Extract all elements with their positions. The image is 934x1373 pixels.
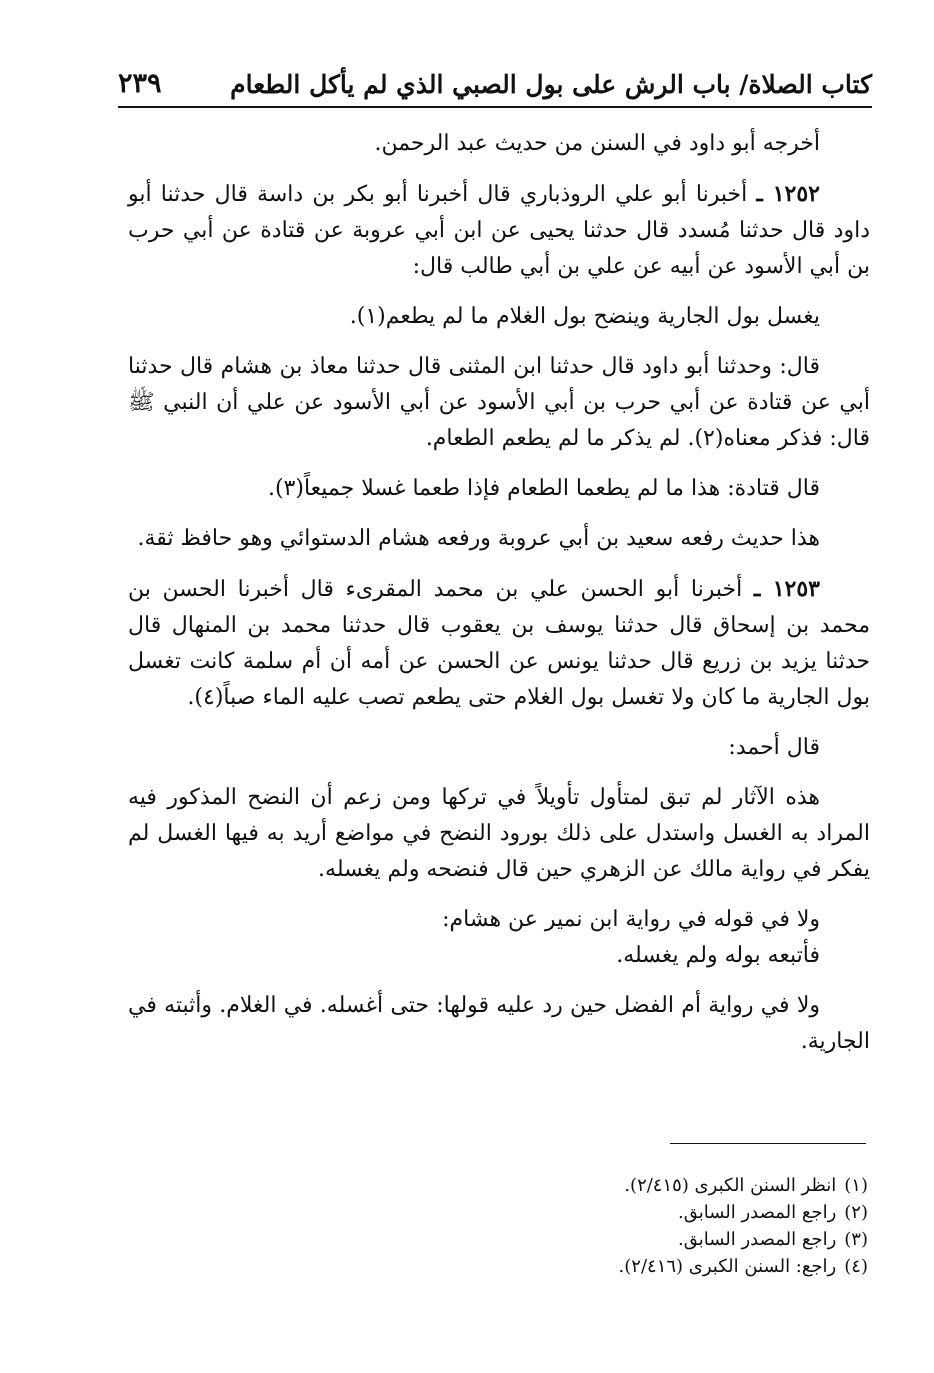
footnote-text: انظر السنن الكبرى (٢/٤١٥). <box>624 1175 837 1196</box>
paragraph-text: أخبرنا أبو الحسن علي بن محمد المقرىء قال أخبرنا الحسن بن محمد بن إسحاق قال حدثنا يوسف بن يعقوب قال حدثنا محمد بن المنهال قال حدثنا يزيد بن زريع قال حدثنا يونس عن الحسن عن أمه أن أم سلمة كانت تغسل بول الجارية ما كان ولا تغسل بول الغلام حتى يطعم تصب عليه الماء صباً(٤). <box>128 577 870 710</box>
page-number: ٢٣٩ <box>118 68 162 99</box>
paragraph-text: هذه الآثار لم تبق لمتأول تأويلاً في تركها ومن زعم أن النضح المذكور فيه المراد به الغسل واستدل على ذلك بورود النضح في مواضع أريد به فيها الغسل لم يفكر في رواية مالك عن الزهري حين قال فنضحه ولم يغسله. <box>128 785 870 882</box>
hadith-number: ١٢٥٣ ـ <box>753 576 820 602</box>
footnote-text: راجع المصدر السابق. <box>678 1202 837 1223</box>
paragraph-text: أخبرنا أبو علي الروذباري قال أخبرنا أبو بكر بن داسة قال حدثنا أبو داود قال حدثنا مُسدد قال حدثنا يحيى عن ابن أبي عروبة عن قتادة عن أبي حرب بن أبي الأسود عن أبيه عن علي بن أبي طالب قال: <box>128 182 870 279</box>
main-text <box>128 126 870 1060</box>
paragraph-text: ولا في رواية أم الفضل حين رد عليه قولها: حتى أغسله. في الغلام. وأثبته في الجارية. <box>128 993 870 1054</box>
paragraph-source <box>128 126 870 162</box>
footnote-marker: (٣) <box>844 1229 868 1250</box>
footnote-text: راجع المصدر السابق. <box>678 1229 837 1250</box>
running-header <box>118 66 872 108</box>
paragraph-grading <box>128 521 870 557</box>
paragraph-text: يغسل بول الجارية وينضح بول الغلام ما لم يطعم(١). <box>349 304 820 329</box>
hadith-1252 <box>128 176 870 285</box>
paragraph-text: قال: وحدثنا أبو داود قال حدثنا ابن المثنى قال حدثنا معاذ بن هشام قال حدثنا أبي عن قتادة عن أبي حرب بن أبي الأسود عن أبي الأسود عن علي أن النبي ﷺ قال: فذكر معناه(٢). لم يذكر ما لم يطعم الطعام. <box>128 354 870 451</box>
hadith-number: ١٢٥٢ ـ <box>756 181 820 207</box>
paragraph-text: فأتبعه بوله ولم يغسله. <box>616 943 820 968</box>
paragraph-ahmad <box>128 730 870 766</box>
paragraph-text: قال أحمد: <box>728 735 820 760</box>
paragraph-matn <box>128 299 870 335</box>
paragraph-umm-fadl <box>128 988 870 1060</box>
paragraph-qatada <box>128 471 870 507</box>
paragraph-quote <box>128 938 870 974</box>
footnote-marker: (٢) <box>844 1202 868 1223</box>
paragraph-text: ولا في قوله في رواية ابن نمير عن هشام: <box>442 907 820 932</box>
paragraph-ibn-numayr <box>128 902 870 938</box>
footnote-separator <box>670 1143 866 1144</box>
hadith-1253 <box>128 571 870 716</box>
footnote-item <box>128 1199 868 1226</box>
footnotes <box>128 1172 868 1280</box>
footnote-marker: (١) <box>844 1175 868 1196</box>
footnote-item <box>128 1253 868 1280</box>
paragraph-text: أخرجه أبو داود في السنن من حديث عبد الرحمن. <box>374 131 820 156</box>
footnote-marker: (٤) <box>844 1256 868 1277</box>
paragraph-text: هذا حديث رفعه سعيد بن أبي عروبة ورفعه هشام الدستوائي وهو حافظ ثقة. <box>137 526 820 551</box>
header-title: كتاب الصلاة/ باب الرش على بول الصبي الذي لم يأكل الطعام <box>230 70 872 99</box>
footnote-text: راجع: السنن الكبرى (٢/٤١٦). <box>618 1256 837 1277</box>
paragraph-text: قال قتادة: هذا ما لم يطعما الطعام فإذا طعما غسلا جميعاً(٣). <box>267 476 820 501</box>
paragraph-second-chain <box>128 349 870 457</box>
footnote-item <box>128 1226 868 1253</box>
paragraph-commentary <box>128 780 870 888</box>
footnote-item <box>128 1172 868 1199</box>
